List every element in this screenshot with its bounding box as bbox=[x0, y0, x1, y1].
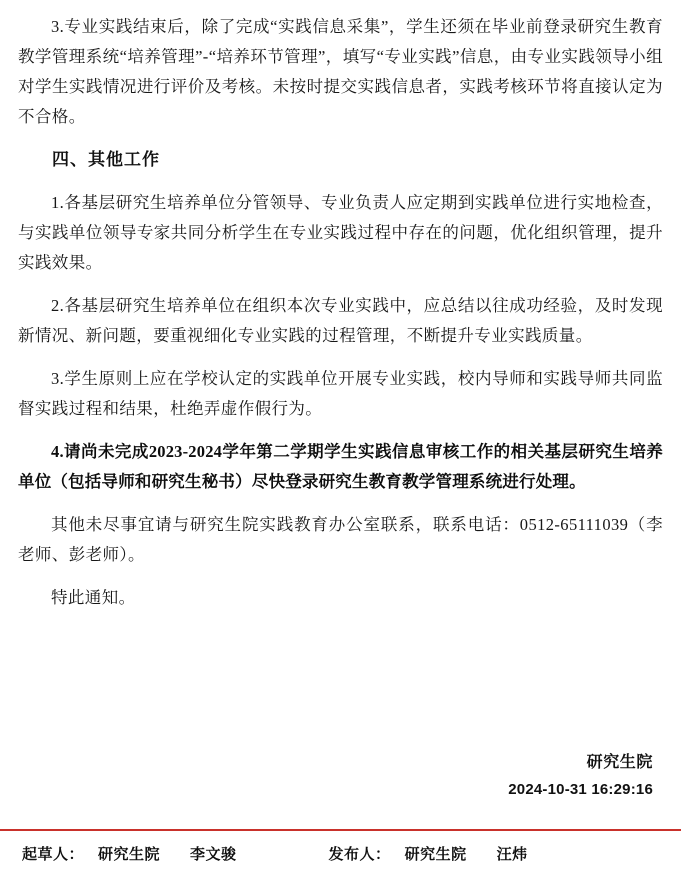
signature-block bbox=[508, 749, 653, 803]
footer-publisher-label: 发布人： bbox=[328, 846, 391, 863]
document-body bbox=[18, 0, 663, 613]
paragraph-closing: 特此通知。 bbox=[51, 588, 136, 607]
paragraph-practice-3: 3.专业实践结束后，除了完成“实践信息采集”，学生还须在毕业前登录研究生教育教学管理系统“培养管理”-“培养环节管理”，填写“专业实践”信息，由专业实践领导小组对学生实践情况进行评价及考核。未按时提交实践信息者，实践考核环节将直接认定为不合格。 bbox=[18, 17, 663, 126]
footer-drafter-name: 李文骏 bbox=[190, 846, 237, 863]
paragraph-other-2: 2.各基层研究生培养单位在组织本次专业实践中，应总结以往成功经验，及时发现新情况、新问题，要重视细化专业实践的过程管理，不断提升专业实践质量。 bbox=[18, 296, 663, 345]
section-heading-other-work: 四、其他工作 bbox=[52, 150, 160, 169]
document-footer bbox=[0, 831, 681, 875]
signature-department: 研究生院 bbox=[586, 754, 653, 771]
paragraph-other-3: 3.学生原则上应在学校认定的实践单位开展专业实践，校内导师和实践导师共同监督实践过程和结果，杜绝弄虚作假行为。 bbox=[18, 369, 663, 418]
footer-publisher-dept: 研究生院 bbox=[404, 846, 467, 863]
paragraph-contact: 其他未尽事宜请与研究生院实践教育办公室联系，联系电话：0512-65111039（李老师、彭老师）。 bbox=[18, 515, 663, 564]
footer-drafter-dept: 研究生院 bbox=[98, 846, 161, 863]
signature-datetime: 2024-10-31 16:29:16 bbox=[508, 781, 653, 798]
footer-publisher bbox=[329, 843, 558, 864]
footer-publisher-name: 汪炜 bbox=[496, 846, 528, 863]
footer-drafter bbox=[22, 843, 267, 864]
footer-drafter-label: 起草人： bbox=[22, 846, 85, 863]
paragraph-other-4-highlight: 4.请尚未完成2023-2024学年第二学期学生实践信息审核工作的相关基层研究生培养单位（包括导师和研究生秘书）尽快登录研究生教育教学管理系统进行处理。 bbox=[18, 442, 663, 491]
paragraph-other-1: 1.各基层研究生培养单位分管领导、专业负责人应定期到实践单位进行实地检查，与实践单位领导专家共同分析学生在专业实践过程中存在的问题，优化组织管理，提升实践效果。 bbox=[18, 193, 663, 272]
